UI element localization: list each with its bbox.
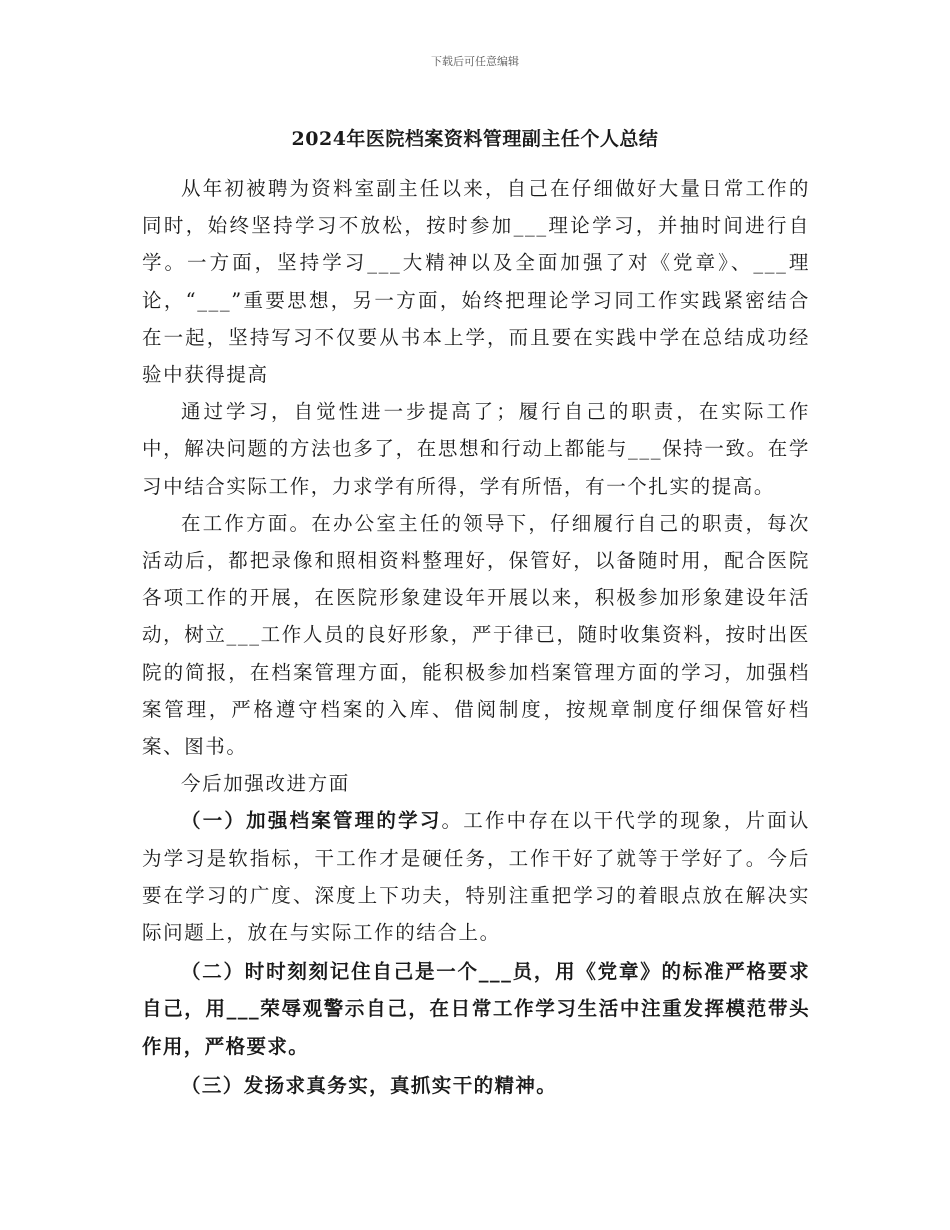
paragraph: 今后加强改进方面 <box>181 772 350 796</box>
header-note: 下载后可任意编辑 <box>431 55 519 68</box>
paragraph: 在工作方面。在办公室主任的领导下，仔细履行自己的职责，每次活动后，都把录像和照相资料整理好，保管好，以备随时用，配合医院各项工作的开展，在医院形象建设年开展以来，积极参加形象建设年活动，树立___工作人员的良好形象，严于律已，随时收集资料，按时出医院的简报，在档案管理方面，能积极参加档案管理方面的学习，加强档案管理，严格遵守档案的入库、借阅制度，按规章制度仔细保管好档案、图书。 <box>142 511 810 759</box>
improvement-item-1 <box>142 802 810 951</box>
improvement-item-1-heading: （一）加强档案管理的学习 <box>181 809 442 833</box>
improvement-item-2: （二）时时刻刻记住自己是一个___员，用《党章》的标准严格要求自己，用___荣辱观警示自己，在日常工作学习生活中注重发挥模范带头作用，严格要求。 <box>142 960 810 1058</box>
paragraph: 通过学习，自觉性进一步提高了；履行自己的职责，在实际工作中，解决问题的方法也多了，在思想和行动上都能与___保持一致。在学习中结合实际工作，力求学有所得，学有所悟，有一个扎实的提高。 <box>142 400 810 498</box>
document-title: 2024年医院档案资料管理副主任个人总结 <box>291 128 659 150</box>
document-body <box>142 170 810 1104</box>
improvement-item-1-text: 。工作中存在以干代学的现象，片面认为学习是软指标，干工作才是硬任务，工作干好了就等于学好了。今后要在学习的广度、深度上下功夫，特别注重把学习的着眼点放在解决实际问题上，放在与实际工作的结合上。 <box>142 809 810 945</box>
improvement-item-3: （三）发扬求真务实，真抓实干的精神。 <box>181 1073 558 1097</box>
paragraph: 从年初被聘为资料室副主任以来，自己在仔细做好大量日常工作的同时，始终坚持学习不放松，按时参加___理论学习，并抽时间进行自学。一方面，坚持学习___大精神以及全面加强了对《党章》、___理论，“___”重要思想，另一方面，始终把理论学习同工作实践紧密结合在一起，坚持写习不仅要从书本上学，而且要在实践中学在总结成功经验中获得提高 <box>142 177 810 387</box>
